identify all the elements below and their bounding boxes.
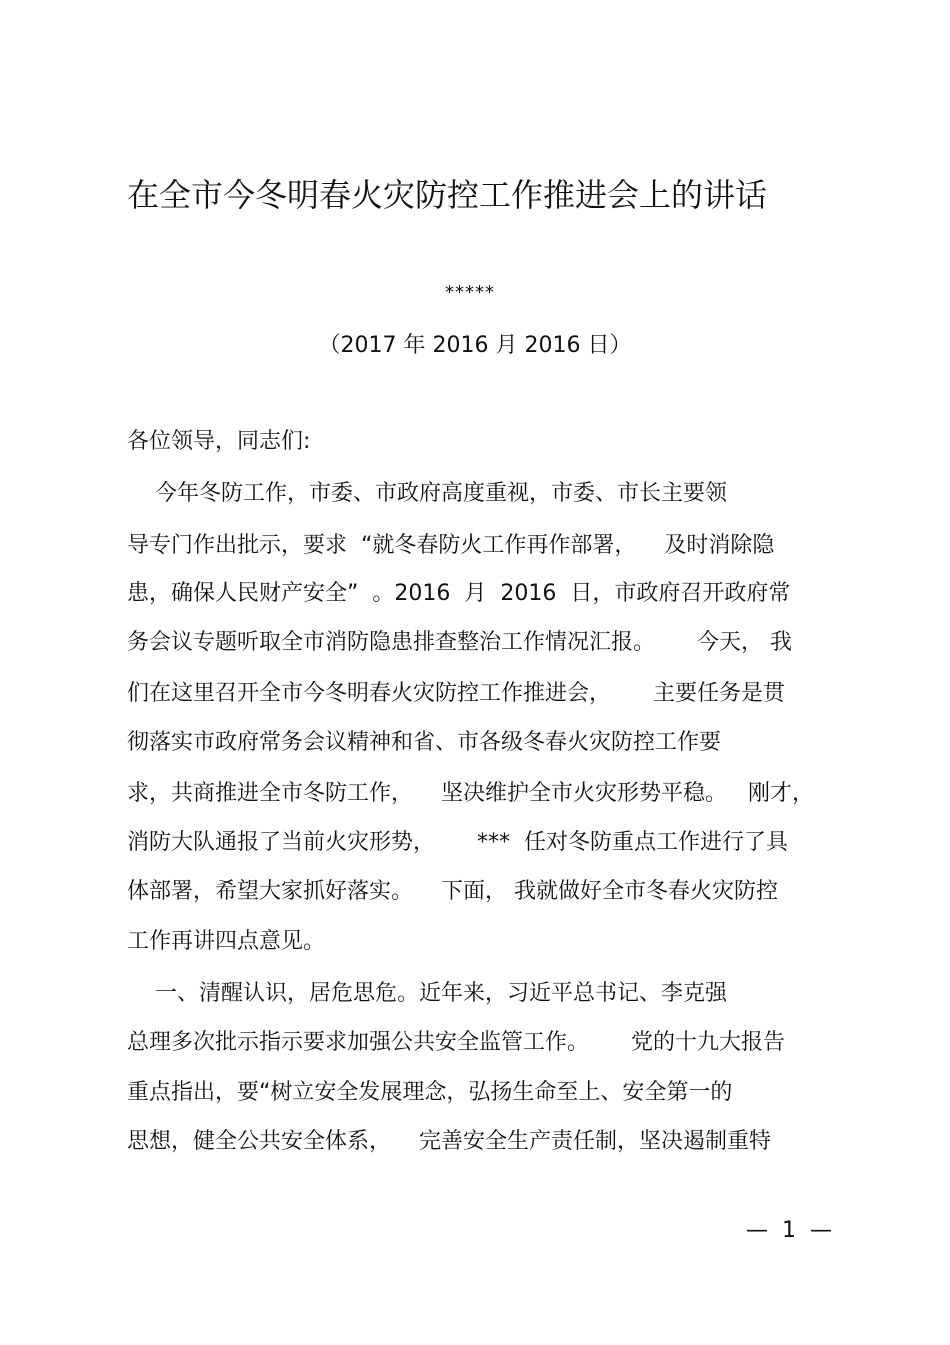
document-date: （2017 年 2016 月 2016 日） [318,333,632,358]
body-line: 导专门作出批示，要求 “就冬春防火工作再作部署， 及时消除隐 [127,533,775,558]
body-line: 患，确保人民财产安全” 。2016 月 2016 日，市政府召开政府常 [127,581,791,606]
body-line: 总理多次批示指示要求加强公共安全监管工作。 党的十九大报告 [127,1030,785,1055]
body-line: 思想，健全公共安全体系， 完善安全生产责任制，坚决遏制重特 [127,1129,771,1154]
body-line: 重点指出，要“树立安全发展理念，弘扬生命至上、安全第一的 [127,1080,733,1105]
document-author: ***** [445,282,495,303]
body-line: 消防大队通报了当前火灾形势， *** 任对冬防重点工作进行了具 [127,830,788,855]
body-line: 一、清醒认识，居危思危。近年来，习近平总书记、李克强 [127,981,727,1006]
body-line: 求，共商推进全市冬防工作， 坚决维护全市火灾形势平稳。 刚才， [127,781,814,806]
body-line: 彻落实市政府常务会议精神和省、市各级冬春火灾防控工作要 [127,730,722,755]
document-title: 在全市今冬明春火灾防控工作推进会上的讲话 [127,176,768,214]
body-line: 们在这里召开全市今冬明春火灾防控工作推进会， 主要任务是贯 [127,681,785,706]
body-line: 务会议专题听取全市消防隐患排查整治工作情况汇报。 今天， 我 [127,630,792,655]
salutation-line: 各位领导，同志们: [127,429,311,454]
body-line: 体部署，希望大家抓好落实。 下面， 我就做好全市冬春火灾防控 [127,879,778,904]
body-line: 今年冬防工作，市委、市政府高度重视，市委、市长主要领 [127,481,727,506]
page-number: — 1 — [746,1218,832,1243]
body-line: 工作再讲四点意见。 [127,929,326,954]
